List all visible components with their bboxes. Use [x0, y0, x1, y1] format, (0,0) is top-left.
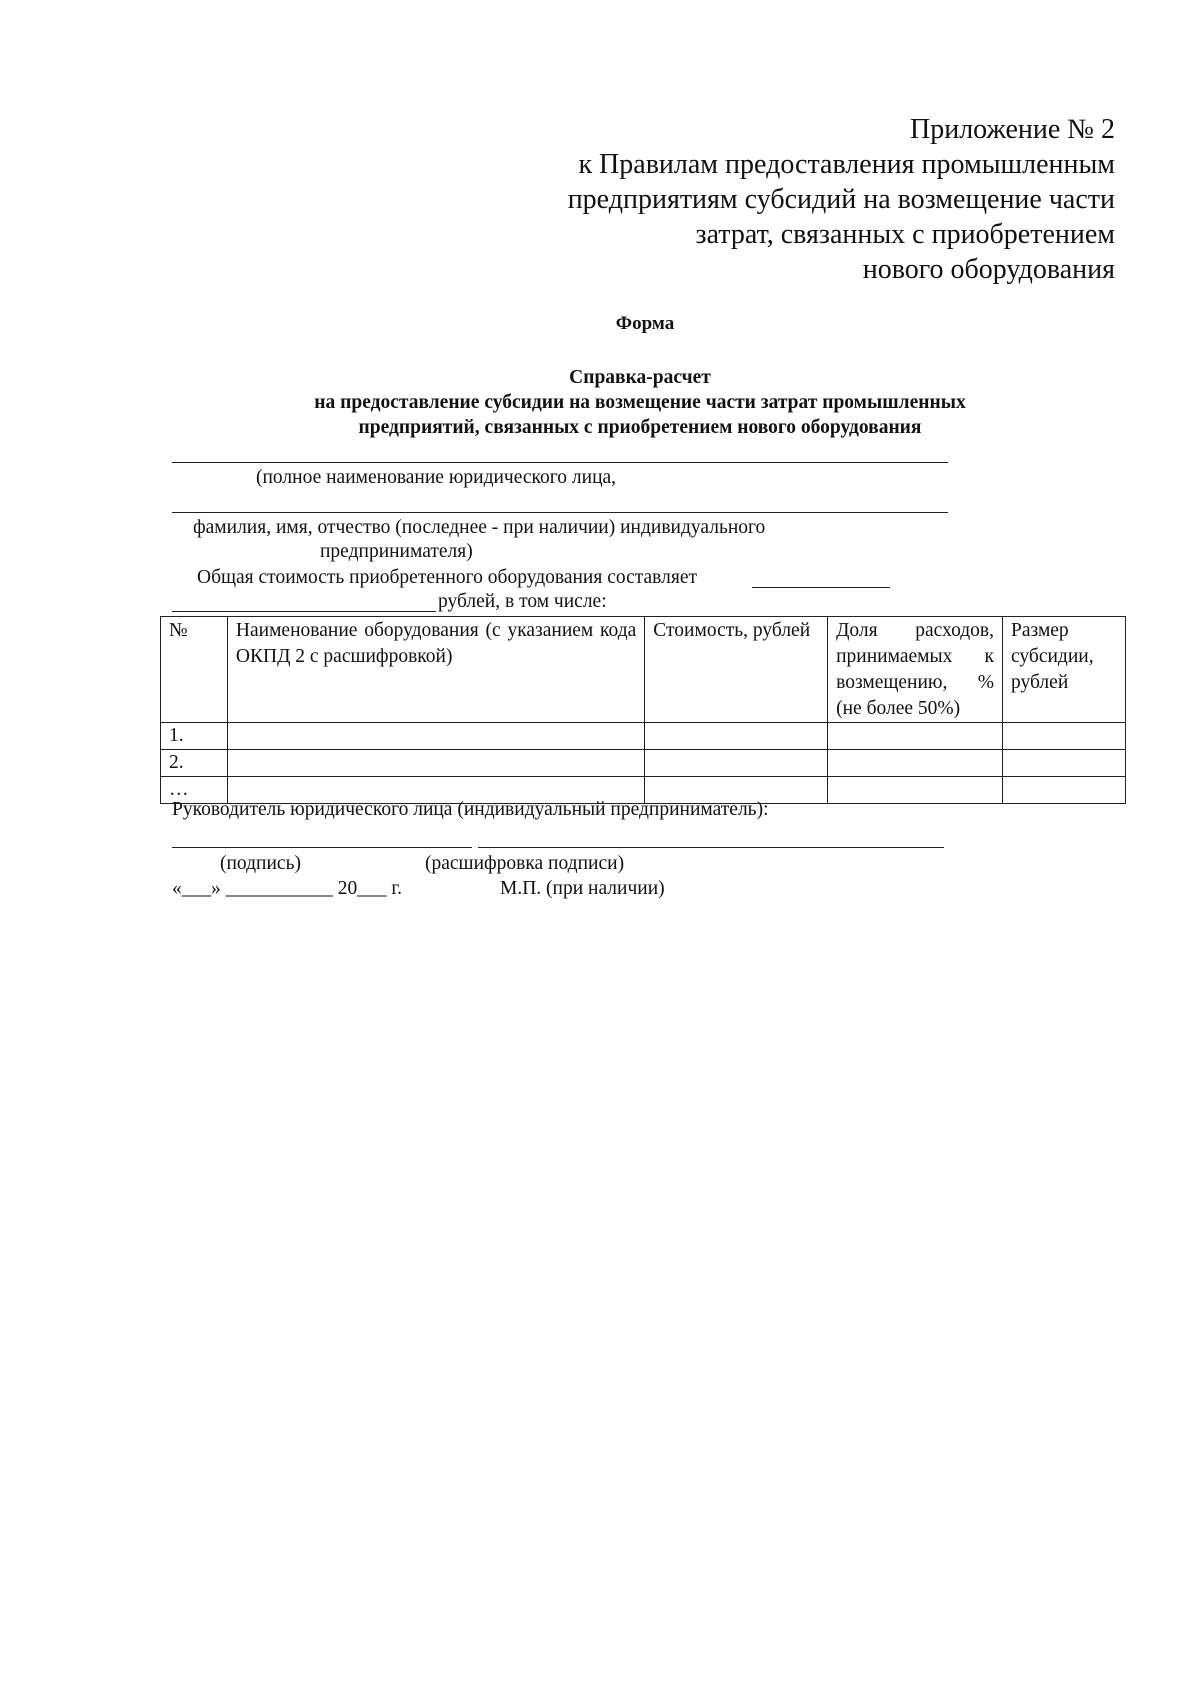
signature-decode-blank[interactable]	[478, 847, 944, 848]
cell-subsidy[interactable]	[1003, 723, 1126, 750]
stamp-label: М.П. (при наличии)	[500, 878, 665, 899]
header-cost-share: Доля расходов, принимаемых к возмещению, % (не более 50%)	[828, 617, 1003, 723]
cell-cost-share[interactable]	[828, 723, 1003, 750]
cell-cost[interactable]	[645, 750, 828, 777]
row-number: 1.	[161, 723, 228, 750]
title-line: предприятий, связанных с приобретением нового оборудования	[358, 417, 922, 438]
total-cost-label: Общая стоимость приобретенного оборудования составляет	[197, 567, 697, 588]
appendix-header	[568, 112, 1115, 287]
appendix-line: предприятиям субсидий на возмещение части	[567, 184, 1115, 215]
table-row	[161, 723, 1126, 750]
header-cost: Стоимость, рублей	[645, 617, 828, 723]
appendix-line: затрат, связанных с приобретением	[695, 219, 1115, 250]
cell-cost-share[interactable]	[828, 777, 1003, 804]
cell-equipment-name[interactable]	[227, 750, 644, 777]
signature-decode-hint: (расшифровка подписи)	[425, 853, 625, 874]
signature-blank[interactable]	[172, 847, 472, 848]
entity-name-blank[interactable]	[172, 462, 948, 463]
total-cost-suffix: рублей, в том числе:	[438, 591, 607, 612]
cell-subsidy[interactable]	[1003, 777, 1126, 804]
cell-subsidy[interactable]	[1003, 750, 1126, 777]
person-name-hint: фамилия, имя, отчество (последнее - при наличии) индивидуального	[193, 517, 766, 538]
header-subsidy: Размер субсидии, рублей	[1003, 617, 1126, 723]
title-line: на предоставление субсидии на возмещение части затрат промышленных	[314, 392, 966, 413]
total-cost-blank[interactable]	[752, 587, 890, 588]
header-equipment-name: Наименование оборудования (с указанием кода ОКПД 2 с расшифровкой)	[227, 617, 644, 723]
appendix-number: Приложение № 2	[910, 114, 1115, 145]
cell-cost-share[interactable]	[828, 750, 1003, 777]
table-header-row	[161, 617, 1126, 723]
document-title	[190, 365, 1090, 440]
cell-equipment-name[interactable]	[227, 723, 644, 750]
row-number: 2.	[161, 750, 228, 777]
header-number: №	[161, 617, 228, 723]
equipment-table	[160, 616, 1126, 804]
title-line: Справка-расчет	[569, 367, 711, 388]
cell-cost[interactable]	[645, 723, 828, 750]
form-label: Форма	[615, 313, 675, 334]
head-of-entity-label: Руководитель юридического лица (индивидуальный предприниматель):	[172, 799, 769, 820]
entity-name-hint: (полное наименование юридического лица,	[256, 467, 617, 488]
person-name-hint: предпринимателя)	[320, 541, 473, 562]
date-line: «___» ___________ 20___ г.	[172, 878, 403, 899]
appendix-line: нового оборудования	[862, 254, 1115, 285]
total-cost-blank[interactable]	[172, 611, 436, 612]
signature-hint: (подпись)	[220, 853, 301, 874]
table-row	[161, 750, 1126, 777]
person-name-blank[interactable]	[172, 512, 948, 513]
appendix-line: к Правилам предоставления промышленным	[578, 149, 1115, 180]
row-number: …	[161, 777, 228, 804]
